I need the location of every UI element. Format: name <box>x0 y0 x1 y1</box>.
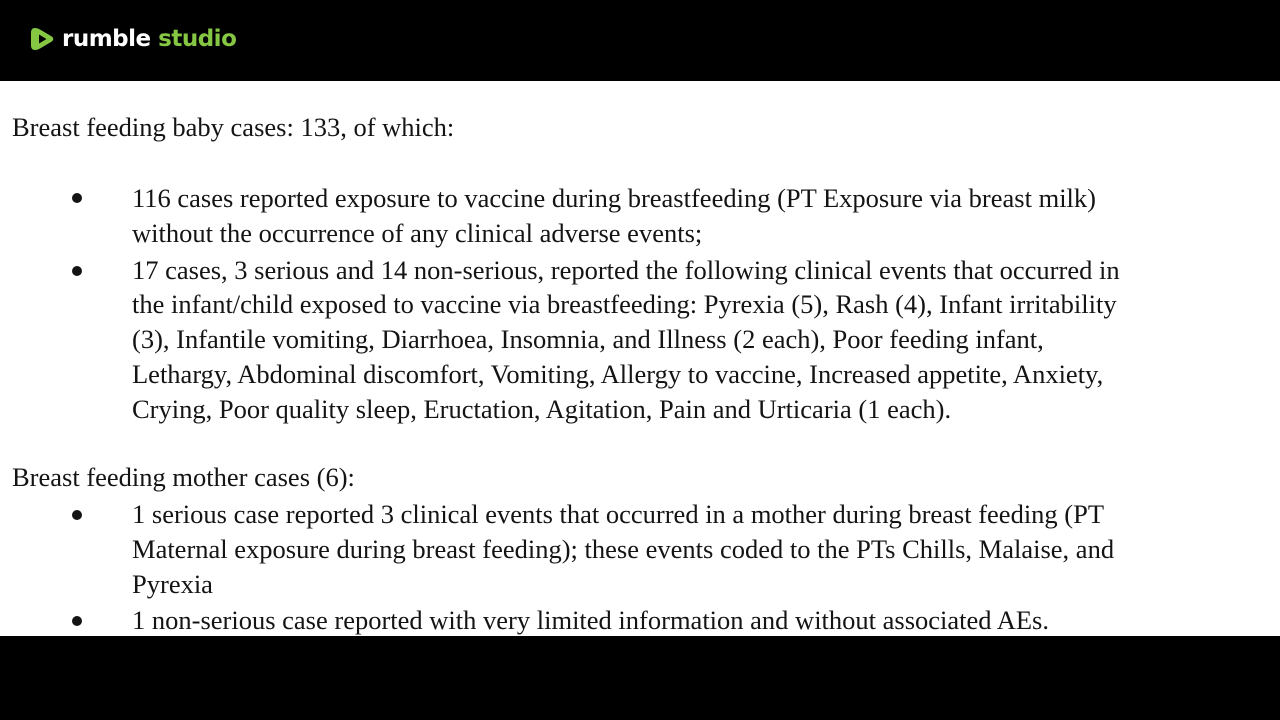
section-heading-baby-cases: Breast feeding baby cases: 133, of which: <box>12 112 455 142</box>
list-item-line: Pyrexia <box>132 569 213 599</box>
list-item-line: 17 cases, 3 serious and 14 non-serious, reported the following clinical events that occurred in <box>132 255 1120 285</box>
bullet-icon <box>72 616 86 630</box>
bullet-icon <box>72 193 86 207</box>
document-page <box>0 81 1280 636</box>
bullet-icon <box>72 510 86 524</box>
list-item-line: 116 cases reported exposure to vaccine during breastfeeding (PT Exposure via breast milk) <box>132 183 1096 213</box>
rumble-play-icon <box>30 25 56 53</box>
list-item-line: Crying, Poor quality sleep, Eructation, Agitation, Pain and Urticaria (1 each). <box>132 394 952 424</box>
list-item-line: Lethargy, Abdominal discomfort, Vomiting, Allergy to vaccine, Increased appetite, Anxiety, <box>132 359 1104 389</box>
list-item-line: the infant/child exposed to vaccine via breastfeeding: Pyrexia (5), Rash (4), Infant irritability <box>132 289 1117 319</box>
list-item-line: (3), Infantile vomiting, Diarrhoea, Insomnia, and Illness (2 each), Poor feeding infant, <box>132 324 1044 354</box>
list-item-line: without the occurrence of any clinical adverse events; <box>132 218 703 248</box>
list-item-line: 1 non-serious case reported with very limited information and without associated AEs. <box>132 605 1049 635</box>
brand-name <box>62 22 236 56</box>
bullet-icon <box>72 266 86 280</box>
list-item-line: 1 serious case reported 3 clinical events that occurred in a mother during breast feeding (PT <box>132 499 1105 529</box>
section-heading-mother-cases: Breast feeding mother cases (6): <box>12 462 355 492</box>
brand-logo <box>30 22 236 56</box>
list-item-line: Maternal exposure during breast feeding); these events coded to the PTs Chills, Malaise, and <box>132 534 1115 564</box>
brand-name-part1: rumble <box>62 26 151 52</box>
brand-name-part2: studio <box>158 26 237 52</box>
